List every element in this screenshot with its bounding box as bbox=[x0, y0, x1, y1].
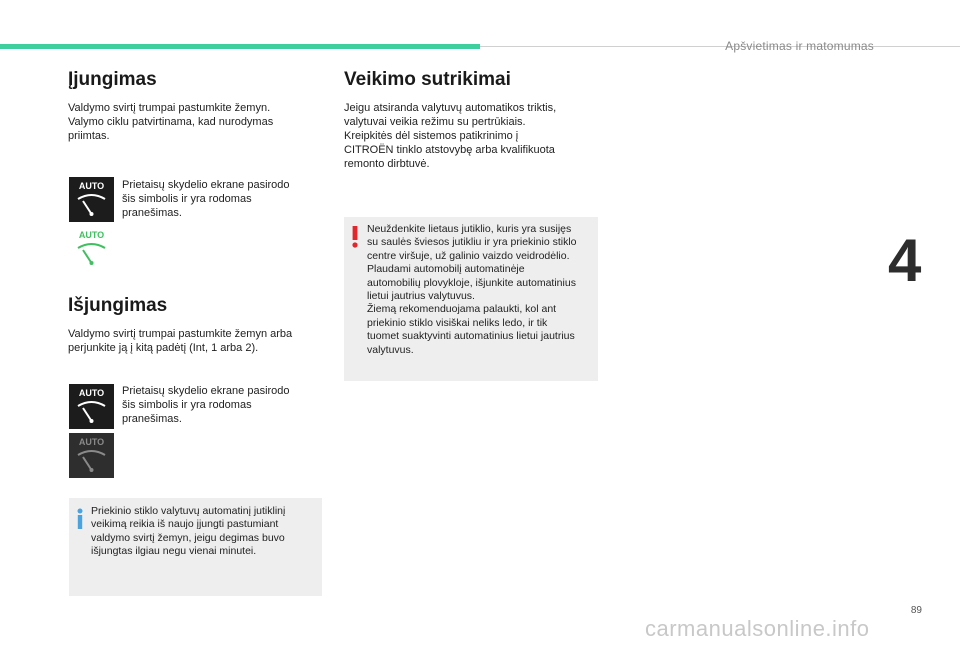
heading-malfunctions: Veikimo sutrikimai bbox=[344, 69, 511, 90]
text-line: valytuvus. bbox=[367, 343, 414, 356]
auto-wiper-icon-green bbox=[69, 226, 114, 271]
heading-switch-off: Išjungimas bbox=[68, 295, 168, 316]
text-line: Valdymo svirtį trumpai pastumkite žemyn arba bbox=[68, 328, 293, 340]
auto-wiper-icon-dark bbox=[69, 384, 114, 429]
wiper-icon bbox=[69, 433, 114, 478]
malfunction-text bbox=[344, 101, 604, 171]
wiper-icon bbox=[69, 177, 114, 222]
auto-wiper-icon-dark bbox=[69, 177, 114, 222]
text-line: pranešimas. bbox=[122, 207, 182, 219]
warning-icon bbox=[351, 226, 359, 248]
text-line: Neuždenkite lietaus jutiklio, kuris yra susijęs bbox=[367, 223, 572, 235]
text-line: centre viršuje, už galinio vaizdo veidrodėlio. bbox=[367, 249, 570, 262]
text-line: priekinio stiklo visiškai neliks ledo, ir tik bbox=[367, 316, 548, 329]
info-icon bbox=[75, 508, 85, 530]
text-line: remonto dirbtuvė. bbox=[344, 158, 430, 170]
warning-note-box bbox=[344, 217, 598, 381]
text-line: veikimą reikia iš naujo įjungti pastumiant bbox=[91, 518, 279, 531]
text-line: Valdymo svirtį trumpai pastumkite žemyn. bbox=[68, 102, 271, 114]
text-line: Valymo ciklu patvirtinama, kad nurodymas bbox=[68, 116, 274, 128]
svg-text:AUTO: AUTO bbox=[78, 230, 105, 240]
svg-text:AUTO: AUTO bbox=[78, 181, 105, 191]
switch-off-icon-note bbox=[122, 384, 322, 426]
text-line: valdymo svirtį žemyn, jeigu degimas buvo bbox=[91, 531, 285, 544]
svg-text:AUTO: AUTO bbox=[78, 437, 105, 447]
info-note-box bbox=[69, 498, 322, 596]
text-line: tuomet suaktyvinti automatinius lietui jautrius bbox=[367, 330, 575, 343]
text-line: šis simbolis ir yra rodomas bbox=[122, 193, 252, 205]
text-line: Plaudami automobilį automatinėje bbox=[367, 263, 525, 276]
text-line: CITROËN tinklo atstovybę arba kvalifikuota bbox=[344, 144, 555, 156]
text-line: priimtas. bbox=[68, 130, 110, 142]
page-number: 89 bbox=[910, 605, 922, 616]
text-line: šis simbolis ir yra rodomas bbox=[122, 399, 252, 411]
switch-on-icon-note bbox=[122, 178, 322, 220]
text-line: Žiemą rekomenduojama palaukti, kol ant bbox=[367, 303, 557, 316]
text-line: Kreipkitės dėl sistemos patikrinimo į bbox=[344, 130, 519, 142]
text-line: Prietaisų skydelio ekrane pasirodo bbox=[122, 385, 290, 397]
text-line: su saulės šviesos jutikliu ir yra priekinio stiklo bbox=[367, 236, 577, 249]
heading-switch-on: Įjungimas bbox=[68, 69, 157, 90]
warning-note-text bbox=[367, 223, 597, 357]
svg-text:AUTO: AUTO bbox=[78, 388, 105, 398]
text-line: Jeigu atsiranda valytuvų automatikos triktis, bbox=[344, 102, 557, 114]
wiper-icon bbox=[69, 384, 114, 429]
text-line: išjungtas ilgiau negu vienai minutei. bbox=[91, 545, 257, 558]
wiper-icon bbox=[69, 226, 114, 271]
header-accent-bar bbox=[0, 44, 480, 49]
switch-on-text bbox=[68, 101, 318, 143]
auto-wiper-icon-grey bbox=[69, 433, 114, 478]
watermark: carmanualsonline.info bbox=[645, 616, 870, 641]
chapter-title: Apšvietimas ir matomumas bbox=[725, 39, 874, 53]
text-line: pranešimas. bbox=[122, 413, 182, 425]
text-line: valytuvai veikia režimu su pertrūkiais. bbox=[344, 116, 526, 128]
text-line: Prietaisų skydelio ekrane pasirodo bbox=[122, 179, 290, 191]
header-rule bbox=[480, 46, 960, 47]
text-line: perjunkite ją į kitą padėtį (Int, 1 arba 2). bbox=[68, 342, 259, 354]
text-line: Priekinio stiklo valytuvų automatinį jutiklinį bbox=[91, 505, 286, 517]
info-note-text bbox=[91, 505, 319, 559]
text-line: lietui jautrius valytuvus. bbox=[367, 290, 475, 303]
text-line: automobilių plovykloje, išjunkite automatinius bbox=[367, 276, 576, 289]
chapter-tab-number: 4 bbox=[888, 227, 922, 294]
switch-off-text bbox=[68, 327, 328, 355]
